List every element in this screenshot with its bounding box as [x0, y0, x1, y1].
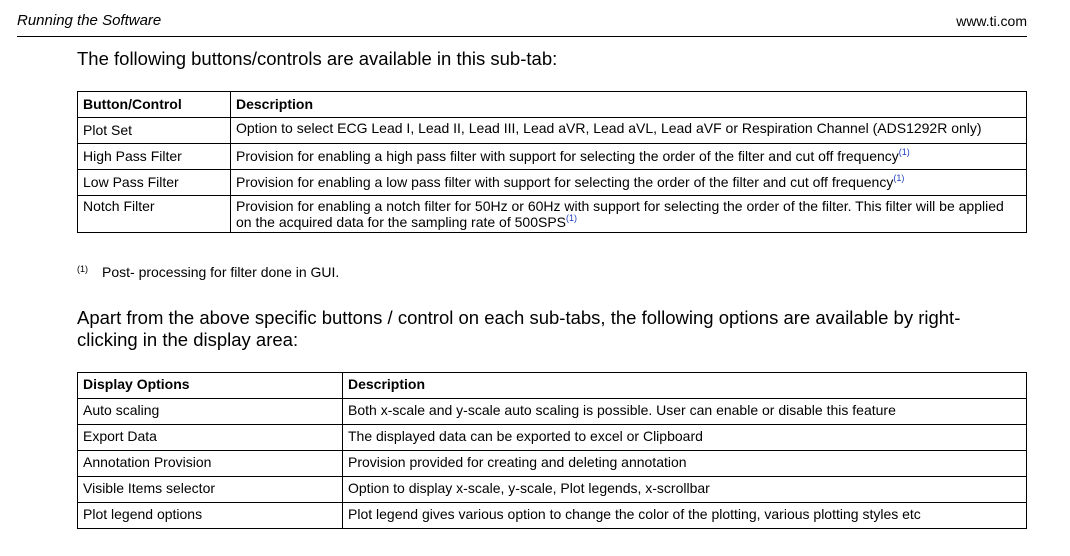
table-row: [78, 399, 1027, 425]
controls-table: [77, 91, 1027, 233]
option-description: Plot legend gives various option to change the color of the plotting, various plotting styles etc: [343, 503, 1027, 529]
control-description: Provision for enabling a low pass filter with support for selecting the order of the filter and cut off frequency$^{(1)}$: [231, 170, 1027, 196]
option-name: Export Data: [78, 425, 343, 451]
table-row: [78, 451, 1027, 477]
table-row: [78, 118, 1027, 144]
option-name: Annotation Provision: [78, 451, 343, 477]
control-name: Low Pass Filter: [78, 170, 231, 196]
control-description: Provision for enabling a high pass filter with support for selecting the order of the filter and cut off frequency$^{(1)}$: [231, 144, 1027, 170]
option-description: Option to display x-scale, y-scale, Plot legends, x-scrollbar: [343, 477, 1027, 503]
option-description: The displayed data can be exported to excel or Clipboard: [343, 425, 1027, 451]
footnote-ref[interactable]: (1): [898, 147, 910, 157]
control-name: Plot Set: [78, 118, 231, 144]
page-header: [17, 12, 1027, 37]
intro-text-1: The following buttons/controls are available in this sub-tab:: [77, 48, 558, 69]
table-row: [78, 425, 1027, 451]
footnote-ref[interactable]: (1): [893, 173, 905, 183]
intro-text-2: Apart from the above specific buttons / control on each sub-tabs, the following options are available by right-clicking in the display area:: [77, 307, 961, 350]
header-cell: Description: [231, 92, 1027, 118]
header-cell: Button/Control: [78, 92, 231, 118]
header-cell: Description: [343, 373, 1027, 399]
control-name: Notch Filter: [78, 196, 231, 233]
table-row: [78, 503, 1027, 529]
control-description: Provision for enabling a notch filter for 50Hz or 60Hz with support for selecting the order of the filter. This filter will be applied on the acquired data for the sampling rate of 500SPS$^{(1)}$: [231, 196, 1027, 233]
table-row: [78, 170, 1027, 196]
table-row: [78, 144, 1027, 170]
header-cell: Display Options: [78, 373, 343, 399]
table-row: [78, 196, 1027, 233]
option-name: Plot legend options: [78, 503, 343, 529]
table-header-row: [78, 373, 1027, 399]
footnote-mark: (1): [77, 264, 88, 274]
option-description: Both x-scale and y-scale auto scaling is possible. User can enable or disable this feature: [343, 399, 1027, 425]
footnote: [77, 264, 339, 280]
footnote-text: Post- processing for filter done in GUI.: [102, 264, 340, 280]
option-name: Visible Items selector: [78, 477, 343, 503]
option-name: Auto scaling: [78, 399, 343, 425]
website-link[interactable]: www.ti.com: [956, 13, 1027, 29]
table-row: [78, 477, 1027, 503]
control-name: High Pass Filter: [78, 144, 231, 170]
section-title: Running the Software: [17, 12, 162, 29]
footnote-ref[interactable]: (1): [566, 213, 577, 223]
option-description: Provision provided for creating and deleting annotation: [343, 451, 1027, 477]
control-description: Option to select ECG Lead I, Lead II, Lead III, Lead aVR, Lead aVL, Lead aVF or Respiration Channel (ADS1292R only): [231, 118, 1027, 144]
display-options-table: [77, 372, 1027, 529]
table-header-row: [78, 92, 1027, 118]
